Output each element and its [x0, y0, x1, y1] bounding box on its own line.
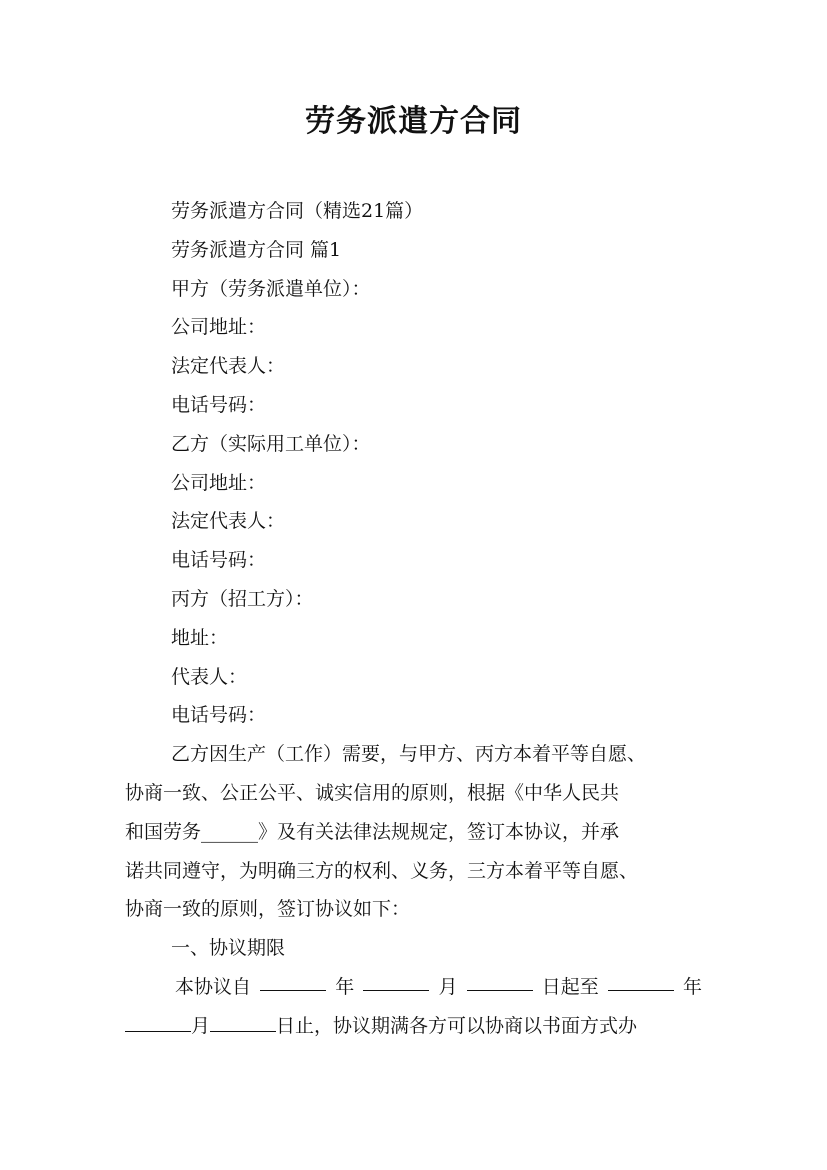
- text-line: 法定代表人：: [171, 355, 286, 378]
- term-month-1: 月: [438, 975, 458, 998]
- blank-field: [467, 968, 533, 991]
- text-line: 地址：: [171, 626, 229, 649]
- text-line: 公司地址：: [171, 471, 267, 494]
- document-title: 劳务派遣方合同: [305, 104, 522, 139]
- text-line: 公司地址：: [171, 316, 267, 339]
- text-line: 丙方（招工方）：: [171, 587, 314, 610]
- blank-field: [363, 968, 429, 991]
- blank-field: [260, 968, 326, 991]
- term-year-2: 年: [682, 975, 702, 998]
- term-rest: 日止，协议期满各方可以协商以书面方式办: [276, 1014, 638, 1037]
- paragraph-line: 乙方因生产（工作）需要，与甲方、丙方本着平等自愿、: [171, 743, 647, 766]
- text-line: 劳务派遣方合同（精选21篇）: [171, 200, 424, 222]
- paragraph-line: 和国劳务______》及有关法律法规规定，签订本协议，并承: [125, 820, 620, 843]
- paragraph-line: 诺共同遵守，为明确三方的权利、义务，三方本着平等自愿、: [125, 859, 639, 882]
- text-line: 法定代表人：: [171, 510, 286, 533]
- term-day-1: 日起至: [541, 975, 599, 998]
- term-line-2: [125, 1007, 702, 1046]
- term-prefix: 本协议自: [175, 975, 252, 998]
- text-line: 电话号码：: [171, 704, 267, 727]
- text-line: 电话号码：: [171, 549, 267, 572]
- document-body: [125, 192, 702, 1046]
- text-line: 劳务派遣方合同 篇1: [171, 238, 342, 261]
- blank-field: [125, 1009, 191, 1032]
- paragraph-line: 协商一致、公正公平、诚实信用的原则，根据《中华人民共: [125, 781, 620, 804]
- text-line: 甲方（劳务派遣单位）：: [171, 277, 371, 300]
- term-year-1: 年: [335, 975, 355, 998]
- term-line-1: [125, 968, 702, 1007]
- section-heading: 一、协议期限: [171, 937, 286, 960]
- blank-field: [608, 968, 674, 991]
- text-line: 乙方（实际用工单位）：: [171, 432, 371, 455]
- paragraph-line: 协商一致的原则，签订协议如下：: [125, 898, 411, 921]
- term-month-2: 月: [191, 1014, 211, 1037]
- blank-field: [210, 1009, 276, 1032]
- text-line: 代表人：: [171, 665, 248, 688]
- text-line: 电话号码：: [171, 393, 267, 416]
